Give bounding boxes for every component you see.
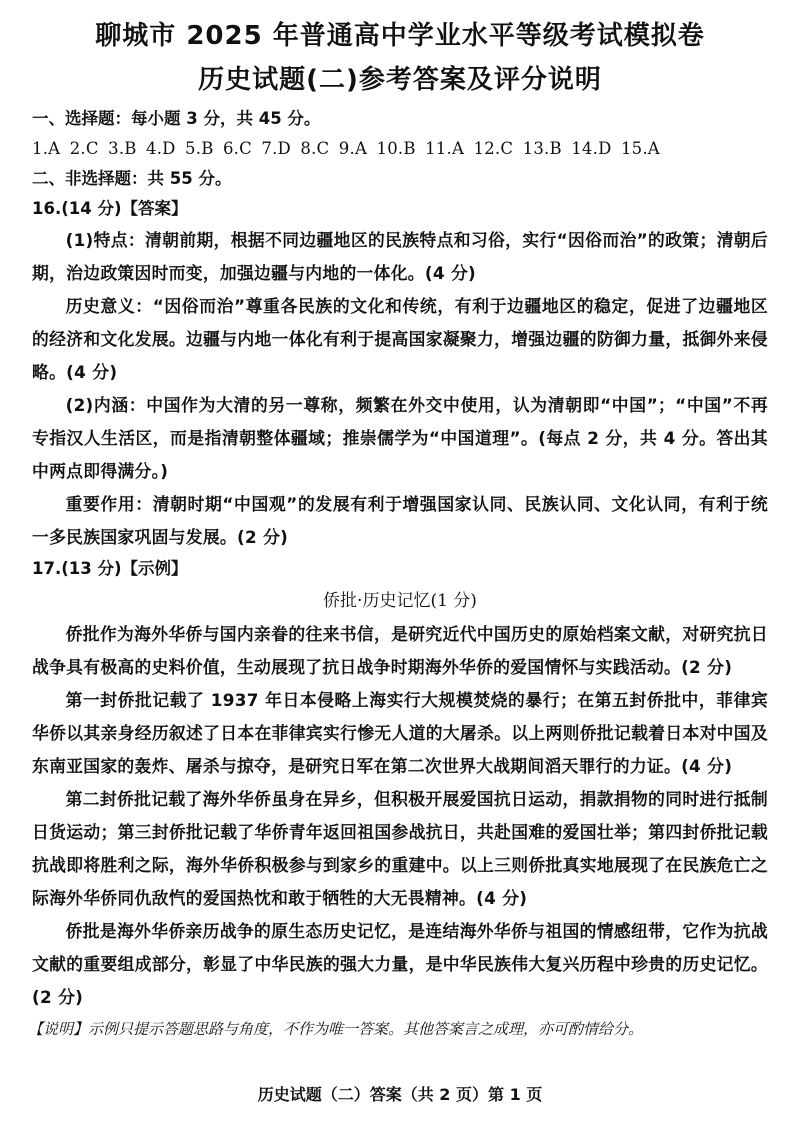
q17-essay-title: 侨批·历史记忆(1 分) xyxy=(323,591,477,611)
page-footer: 历史试题（二）答案（共 2 页）第 1 页 xyxy=(257,1085,543,1104)
section1-heading: 一、选择题：每小题 3 分，共 45 分。 xyxy=(32,109,321,128)
q17-paragraph-2: 第一封侨批记载了 1937 年日本侵略上海实行大规模焚烧的暴行；在第五封侨批中，菲律宾华侨以其亲身经历叙述了日本在菲律宾实行惨无人道的大屠杀。以上两则侨批记载着日本对中国及东南亚国家的轰炸、屠杀与掠夺，是研究日军在第二次世界大战期间滔天罪行的力证。(4 分) xyxy=(32,690,768,776)
scoring-note: 【说明】示例只提示答题思路与角度，不作为唯一答案。其他答案言之成理，亦可酌情给分。 xyxy=(28,1020,644,1038)
q16-paragraph-4: 重要作用：清朝时期“中国观”的发展有利于增强国家认同、民族认同、文化认同，有利于统一多民族国家巩固与发展。(2 分) xyxy=(32,494,768,547)
exam-title: 聊城市 2025 年普通高中学业水平等级考试模拟卷 xyxy=(95,21,705,51)
section2-heading: 二、非选择题：共 55 分。 xyxy=(32,169,232,188)
document-title: 历史试题(二)参考答案及评分说明 xyxy=(198,65,602,95)
q16-paragraph-1: (1)特点：清朝前期，根据不同边疆地区的民族特点和习俗，实行“因俗而治”的政策；清朝后期，治边政策因时而变，加强边疆与内地的一体化。(4 分) xyxy=(32,230,768,283)
q17-paragraph-4: 侨批是海外华侨亲历战争的原生态历史记忆，是连结海外华侨与祖国的情感纽带，它作为抗战文献的重要组成部分，彰显了中华民族的强大力量，是中华民族伟大复兴历程中珍贵的历史记忆。(2 分) xyxy=(32,921,768,1007)
q17-paragraph-3: 第二封侨批记载了海外华侨虽身在异乡，但积极开展爱国抗日运动，捐款捐物的同时进行抵制日货运动；第三封侨批记载了华侨青年返回祖国参战抗日，共赴国难的爱国壮举；第四封侨批记载抗战即将胜利之际，海外华侨积极参与到家乡的重建中。以上三则侨批真实地展现了在民族危亡之际海外华侨同仇敌忾的爱国热忱和敢于牺牲的大无畏精神。(4 分) xyxy=(32,789,768,908)
multiple-choice-answers: 1.A 2.C 3.B 4.D 5.B 6.C 7.D 8.C 9.A 10.B 11.A 12.C 13.B 14.D 15.A xyxy=(32,139,660,158)
q16-paragraph-2: 历史意义：“因俗而治”尊重各民族的文化和传统，有利于边疆地区的稳定，促进了边疆地区的经济和文化发展。边疆与内地一体化有利于提高国家凝聚力，增强边疆的防御力量，抵御外来侵略。(4 分) xyxy=(32,296,768,382)
q17-heading: 17.(13 分)【示例】 xyxy=(32,559,188,578)
q16-heading: 16.(14 分)【答案】 xyxy=(32,199,188,218)
q16-paragraph-3: (2)内涵：中国作为大清的另一尊称，频繁在外交中使用，认为清朝即“中国”；“中国”不再专指汉人生活区，而是指清朝整体疆域；推崇儒学为“中国道理”。(每点 2 分，共 4 分。答出其中两点即得满分。) xyxy=(32,395,768,481)
q17-paragraph-1: 侨批作为海外华侨与国内亲眷的往来书信，是研究近代中国历史的原始档案文献，对研究抗日战争具有极高的史料价值，生动展现了抗日战争时期海外华侨的爱国情怀与实践活动。(2 分) xyxy=(32,624,768,677)
